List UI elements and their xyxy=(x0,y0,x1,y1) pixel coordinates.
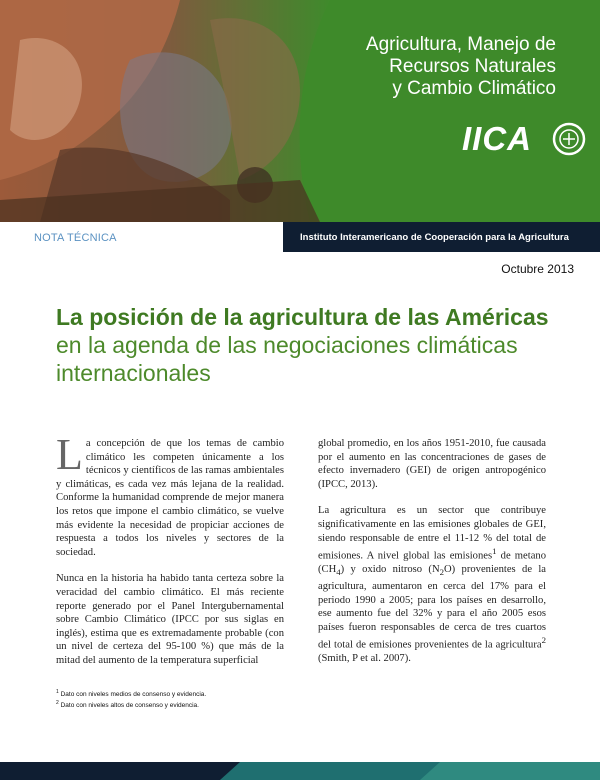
paragraph-text: La agricultura es un sector que contribuye significativamente en las emisiones globales de GEI, siendo responsable de entre el 11-12 % del total de emisiones. A nivel global las emisiones xyxy=(318,505,546,562)
series-title-line: y Cambio Climático xyxy=(392,78,556,99)
paragraph-text: ) y oxido nitroso (N xyxy=(340,564,440,576)
footnote xyxy=(56,688,206,699)
left-column xyxy=(56,430,284,681)
publication-date: Octubre 2013 xyxy=(501,262,574,276)
paragraph xyxy=(318,437,546,491)
paragraph xyxy=(56,430,284,559)
paragraph xyxy=(56,572,284,667)
series-title-line: Recursos Naturales xyxy=(389,56,556,77)
footnote-text: Dato con niveles altos de consenso y evidencia. xyxy=(60,702,199,710)
footnote-text: Dato con niveles medios de consenso y evidencia. xyxy=(60,691,207,699)
paragraph-text: (Smith, P et al. 2007). xyxy=(318,653,411,665)
subscript: 2 xyxy=(439,567,445,578)
bottom-bar xyxy=(0,762,600,780)
header-banner xyxy=(0,0,600,222)
paragraph-text: Nunca en la historia ha habido tanta certeza sobre la veracidad del cambio climático. El más reciente reporte generado por el Panel Intergubernamental sobre Cambio Climático (IPCC por sus siglas en inglés), estima que es extremadamente probable (con un nivel de certeza del 95-100 %) que más de la mitad del aumento de la temperatura superficial xyxy=(56,573,284,666)
footnote-number: 1 xyxy=(56,689,59,695)
drop-cap: L xyxy=(56,430,83,479)
footnotes xyxy=(56,688,206,710)
nota-tecnica-label: NOTA TÉCNICA xyxy=(34,232,117,244)
paragraph-text: a concepción de que los temas de cambio climático les competen únicamente a los técnicos y científicos de las ramas ambientales y climáticas, es cada vez más lejana de la realidad. Conforme la humanidad comprende de mejor manera los retos que impone el cambio climático, se vuelve más evidente la necesidad de propiciar acciones de respuesta a todos los niveles y sectores de la sociedad. xyxy=(56,438,284,558)
footnote-ref: 1 xyxy=(492,546,497,557)
subscript: 4 xyxy=(336,567,341,578)
paragraph-text: O) provenientes de la agricultura, aumentaron en cerca del 17% para el periodo 1990 a 2005; para los países en desarrollo, ese aumento fue del 32% y para el año 2005 esos países fueron responsables de cerca de tres cuartos del total de emisiones provenientes de la agricultura xyxy=(318,564,547,651)
title-rest-part: en la agenda de las negociaciones climáticas internacionales xyxy=(56,332,518,386)
paragraph-text: global promedio, en los años 1951-2010, fue causada por el aumento en las concentraciones de gases de efecto invernadero (GEI) de origen antropogénico (IPCC, 2013). xyxy=(318,438,546,490)
title-bold-part: La posición de la agricultura de las Américas xyxy=(56,304,549,330)
series-title-line: Agricultura, Manejo de xyxy=(365,34,556,55)
document-title xyxy=(56,303,576,387)
footnote-ref: 2 xyxy=(541,635,546,646)
iica-seal-icon xyxy=(552,122,586,156)
iica-logo: IICA xyxy=(462,120,532,157)
footnote-number: 2 xyxy=(56,700,59,707)
paragraph xyxy=(318,504,546,666)
paragraph-text: de metano (CH xyxy=(318,550,546,576)
right-column xyxy=(318,437,546,679)
footnote xyxy=(56,699,206,710)
series-title xyxy=(316,34,556,100)
institute-name: Instituto Interamericano de Cooperación para la Agricultura xyxy=(300,232,569,243)
